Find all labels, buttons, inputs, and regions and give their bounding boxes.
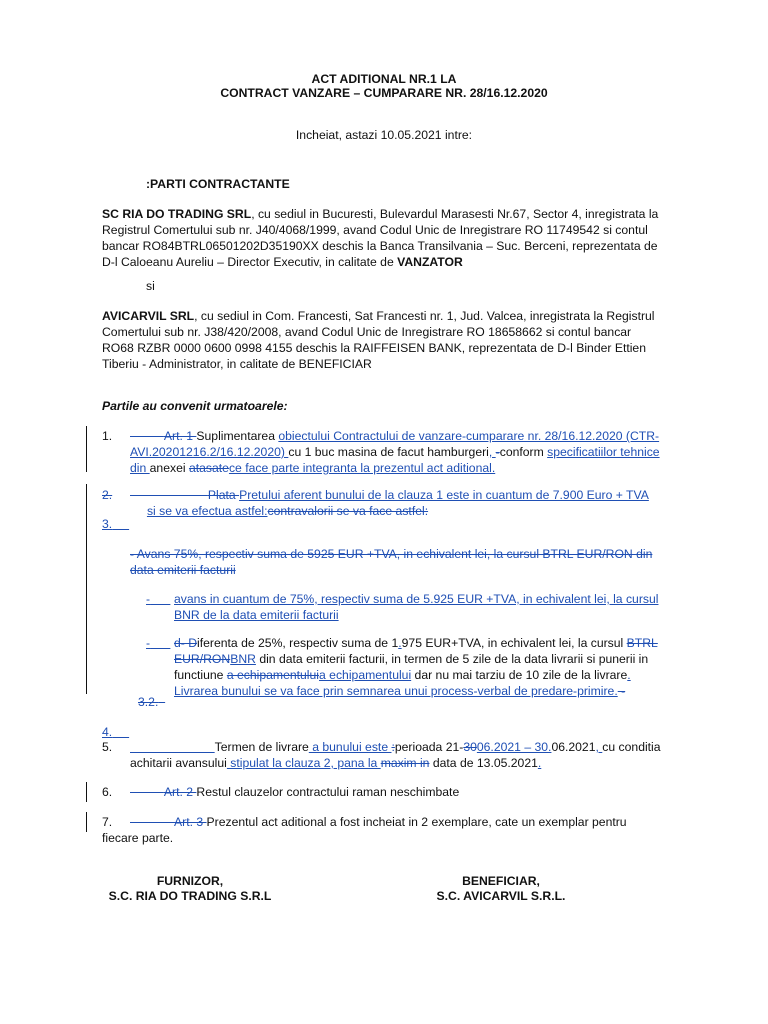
clause-1-inserted: obiectului Contractului de vanzare-cumparare nr. 28/16.12.2020 (CTR- (278, 429, 660, 443)
clause-1-inserted-5: din (130, 461, 150, 475)
clause-5-inserted-4: stipulat la clauza 2, pana la (226, 756, 381, 770)
seller-line-4: D-l Caloeanu Aureliu – Director Executiv, in calitate de (102, 255, 398, 269)
clause-5-t6: data de 13.05.2021 (429, 756, 538, 770)
bullet-2-inserted-5: Livrarea bunului se va face prin semnarea unui process-verbal de predare-primire. (174, 684, 618, 698)
bullet-2-deleted-5: - (617, 684, 626, 698)
change-bar (86, 484, 87, 694)
clause-2-inserted: Pretului aferent bunului de la clauza 1 este in cuantum de 7.900 Euro + TVA (239, 488, 649, 502)
bullet-2-deleted-3: EUR/RON (174, 652, 231, 666)
change-bar (86, 426, 87, 472)
clause-1-inserted-4: specificatiilor tehnice (547, 445, 660, 459)
bullet-2-text (174, 635, 678, 699)
clause-3-number: 3. (102, 517, 113, 531)
seller-line-1: , cu sediul in Bucuresti, Bulevardul Marasesti Nr.67, Sector 4, inregistrata la (251, 207, 659, 221)
bullet-2-inserted-3: a echipamentului (319, 668, 412, 682)
clause-1-t1: Suplimentarea (196, 429, 279, 443)
clause-6-body: Restul clauzelor contractului raman neschimbate (196, 785, 460, 799)
clause-7-number: 7. (102, 815, 113, 829)
clause-2-deleted-plata: Plata (207, 488, 240, 502)
bullet-2-inserted: . (398, 636, 402, 650)
and-word: si (146, 279, 155, 293)
change-bar (86, 782, 87, 802)
seller-paragraph (102, 206, 678, 270)
clause-5-text (130, 739, 678, 771)
bullet-1-line-2: BNR de la data emiterii facturii (174, 608, 339, 622)
bullet-2-t3: din data emiterii facturii, in termen de 5 zile de la data livrarii si punerii in (255, 652, 649, 666)
clause-4-number: 4. (102, 725, 113, 739)
bullet-2-inserted-2: BNR (230, 652, 256, 666)
deleted-avans-line-2: data emiterii facturii (130, 563, 236, 577)
signature-left-name: S.C. RIA DO TRADING S.R.L (108, 889, 272, 903)
clause-5-spacer (130, 740, 215, 754)
clause-5-inserted-5: . (537, 756, 542, 770)
seller-role: VANZATOR (397, 255, 463, 269)
buyer-line-4: Tiberiu - Administrator, in calitate de BENEFICIAR (102, 357, 372, 371)
clause-6-text (130, 784, 459, 800)
bullet-2-dash: - (146, 636, 151, 650)
change-bar (86, 812, 87, 832)
seller-line-3: bancar RO84BTRL06501202D35190XX deschis la Banca Transilvania – Suc. Berceni, reprezentata de (102, 239, 658, 253)
buyer-paragraph (102, 308, 678, 372)
clause-5-number: 5. (102, 740, 113, 754)
clause-5-deleted: : (391, 740, 395, 754)
clause-3-deleted-avans (130, 546, 678, 578)
clause-7-text (130, 814, 678, 830)
parties-heading: :PARTI CONTRACTANTE (146, 177, 290, 191)
bullet-2-inserted-4: . (627, 668, 631, 682)
bullet-2-t1: iferenta de 25%, respectiv suma de 1 (197, 636, 399, 650)
clause-5-inserted: a bunului este (308, 740, 392, 754)
agreed-heading: Partile au convenit urmatoarele: (102, 399, 288, 413)
clause-1-number: 1. (102, 429, 113, 443)
bullet-1-text (174, 591, 678, 623)
clause-5-deleted-3: maxim in (380, 756, 430, 770)
clause-2-deleted: contravalorii se va face astfel: (267, 504, 429, 518)
buyer-line-2: Comertului sub nr. J38/420/2008, avand Codul Unic de Inregistrare RO 18658662 si contul bancar (102, 325, 632, 339)
title-line-1: ACT ADITIONAL NR.1 LA (311, 72, 457, 86)
clause-1-inserted-6: ce face parte integranta la prezentul act aditional. (228, 461, 496, 475)
clause-3-sub-number: 3.2. (138, 695, 159, 709)
bullet-2-t2: 975 EUR+TVA, in echivalent lei, la cursul (401, 636, 627, 650)
signature-right-name: S.C. AVICARVIL S.R.L. (436, 889, 566, 903)
clause-1-deleted: - (495, 445, 500, 459)
clause-7-line-2: fiecare parte. (102, 831, 174, 845)
clause-5-t4: cu conditia (602, 740, 661, 754)
clause-2-number: 2. (102, 488, 113, 502)
buyer-line-3: RO68 RZBR 0000 0600 0998 4155 deschis la RAIFFEISEN BANK, reprezentata de D-l Binder Ettien (102, 341, 646, 355)
clause-1-deleted-2: atasate (188, 461, 229, 475)
signature-right-role: BENEFICIAR, (462, 874, 540, 888)
concluded-date: Incheiat, astazi 10.05.2021 intre: (295, 128, 473, 142)
buyer-name: AVICARVIL SRL (102, 309, 195, 323)
bullet-2-deleted-2: BTRL (626, 636, 658, 650)
clause-2-inserted-2: si se va efectua astfel: (146, 504, 268, 518)
clause-5-t1: Termen de livrare (214, 740, 309, 754)
signature-left-role: FURNIZOR, (156, 874, 224, 888)
clause-2-text (130, 487, 678, 519)
clause-7-line-1: Prezentul act aditional a fost incheiat in 2 exemplare, cate un exemplar pentru (206, 815, 627, 829)
seller-line-2: Registrul Comertului sub nr. J40/4068/1999, avand Codul Unic de Inregistrare RO 11749542 si contul (102, 223, 648, 237)
clause-5-inserted-2: 06.2021 – 30. (476, 740, 552, 754)
clause-7-deleted-art: Art. 3 (174, 815, 207, 829)
clause-1-deleted-art: Art. 1 (163, 429, 197, 443)
bullet-2-deleted: d- D (174, 636, 198, 650)
clause-5-inserted-3: , (595, 740, 603, 754)
bullet-2-t5: dar nu mai tarziu de 10 zile de la livrare (411, 668, 628, 682)
bullet-1-dash: - (146, 592, 151, 606)
clause-5-deleted-2: 30 (463, 740, 477, 754)
clause-1-text (130, 428, 678, 476)
clause-6-number: 6. (102, 785, 113, 799)
clause-1-t4: anexei (149, 461, 189, 475)
clause-1-inserted-2: AVI.20201216.2/16.12.2020) (130, 445, 289, 459)
clause-6-deleted-art: Art. 2 (163, 785, 197, 799)
clause-1-inserted-3: , (488, 445, 496, 459)
clause-5-t2: perioada 21- (394, 740, 464, 754)
bullet-1-line-1: avans in cuantum de 75%, respectiv suma de 5.925 EUR +TVA, in echivalent lei, la cursul (174, 592, 659, 606)
clause-5-t3: 06.2021 (551, 740, 596, 754)
buyer-line-1: , cu sediul in Com. Francesti, Sat Francesti nr. 1, Jud. Valcea, inregistrata la Registrul (194, 309, 655, 323)
title-line-2: CONTRACT VANZARE – CUMPARARE NR. 28/16.12.2020 (220, 86, 548, 100)
deleted-avans-line-1: - Avans 75%, respectiv suma de 5925 EUR +TVA, in echivalent lei, la cursul BTRL EUR/RON din (130, 547, 653, 561)
bullet-2-t4: functiune (174, 668, 227, 682)
bullet-2-deleted-4: a echipamentului (226, 668, 320, 682)
clause-5-t5: achitarii avansului (130, 756, 227, 770)
clause-1-t2: cu 1 buc masina de facut hamburgeri (288, 445, 489, 459)
seller-name: SC RIA DO TRADING SRL (102, 207, 252, 221)
clause-1-t3: conform (499, 445, 548, 459)
